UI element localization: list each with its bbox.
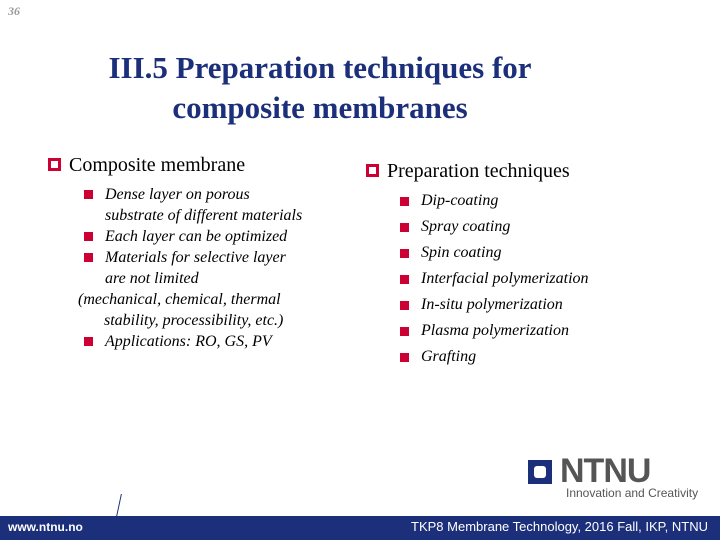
note-text: (mechanical, chemical, thermal xyxy=(78,291,281,308)
square-bullet-icon xyxy=(400,223,409,232)
square-bullet-icon xyxy=(400,353,409,362)
list-item-text: Spin coating xyxy=(421,244,502,261)
left-bullet-list xyxy=(78,184,354,352)
ntnu-logo-icon xyxy=(528,460,552,484)
square-bullet-icon xyxy=(84,190,93,199)
list-item xyxy=(400,292,680,318)
list-item xyxy=(400,188,680,214)
square-bullet-icon xyxy=(400,249,409,258)
list-item-text: Dense layer on porous xyxy=(105,186,250,203)
slide-title xyxy=(0,48,640,128)
checkbox-bullet-icon xyxy=(366,164,379,177)
footer-course-text: TKP8 Membrane Technology, 2016 Fall, IKP, NTNU xyxy=(411,519,708,534)
list-item-text: Materials for selective layer xyxy=(105,249,286,266)
list-item-text: Plasma polymerization xyxy=(421,322,569,339)
square-bullet-icon xyxy=(400,301,409,310)
list-item xyxy=(400,318,680,344)
list-item xyxy=(400,240,680,266)
list-item-text: Dip-coating xyxy=(421,192,499,209)
left-heading-text: Composite membrane xyxy=(69,154,246,176)
note-text: stability, processibility, etc.) xyxy=(104,312,284,329)
slide-number: 36 xyxy=(8,4,20,18)
list-item-text: substrate of different materials xyxy=(105,207,303,224)
list-item-text: Each layer can be optimized xyxy=(105,228,288,245)
list-item xyxy=(84,331,354,352)
right-heading xyxy=(366,160,570,183)
list-item xyxy=(84,247,354,289)
square-bullet-icon xyxy=(84,337,93,346)
list-item-text: Applications: RO, GS, PV xyxy=(105,333,272,350)
footer-bar xyxy=(0,516,720,540)
list-item-text: In-situ polymerization xyxy=(421,296,563,313)
footer-url-link[interactable]: www.ntnu.no xyxy=(8,520,83,534)
list-item xyxy=(400,214,680,240)
list-item xyxy=(400,344,680,370)
square-bullet-icon xyxy=(400,197,409,206)
square-bullet-icon xyxy=(84,253,93,262)
left-heading xyxy=(48,154,245,177)
checkbox-bullet-icon xyxy=(48,158,61,171)
title-line-1: III.5 Preparation techniques for xyxy=(108,50,532,85)
square-bullet-icon xyxy=(400,327,409,336)
title-line-2: composite membranes xyxy=(172,90,468,125)
logo-tagline: Innovation and Creativity xyxy=(566,486,699,500)
list-item-text: Interfacial polymerization xyxy=(421,270,589,287)
right-heading-text: Preparation techniques xyxy=(387,160,570,182)
logo-name: NTNU xyxy=(560,452,651,490)
list-item-text: Grafting xyxy=(421,348,477,365)
list-item xyxy=(400,266,680,292)
square-bullet-icon xyxy=(400,275,409,284)
list-item xyxy=(84,226,354,247)
right-bullet-list xyxy=(400,188,680,370)
list-item-text: are not limited xyxy=(105,270,199,287)
list-item-text: Spray coating xyxy=(421,218,511,235)
list-item xyxy=(84,184,354,226)
square-bullet-icon xyxy=(84,232,93,241)
